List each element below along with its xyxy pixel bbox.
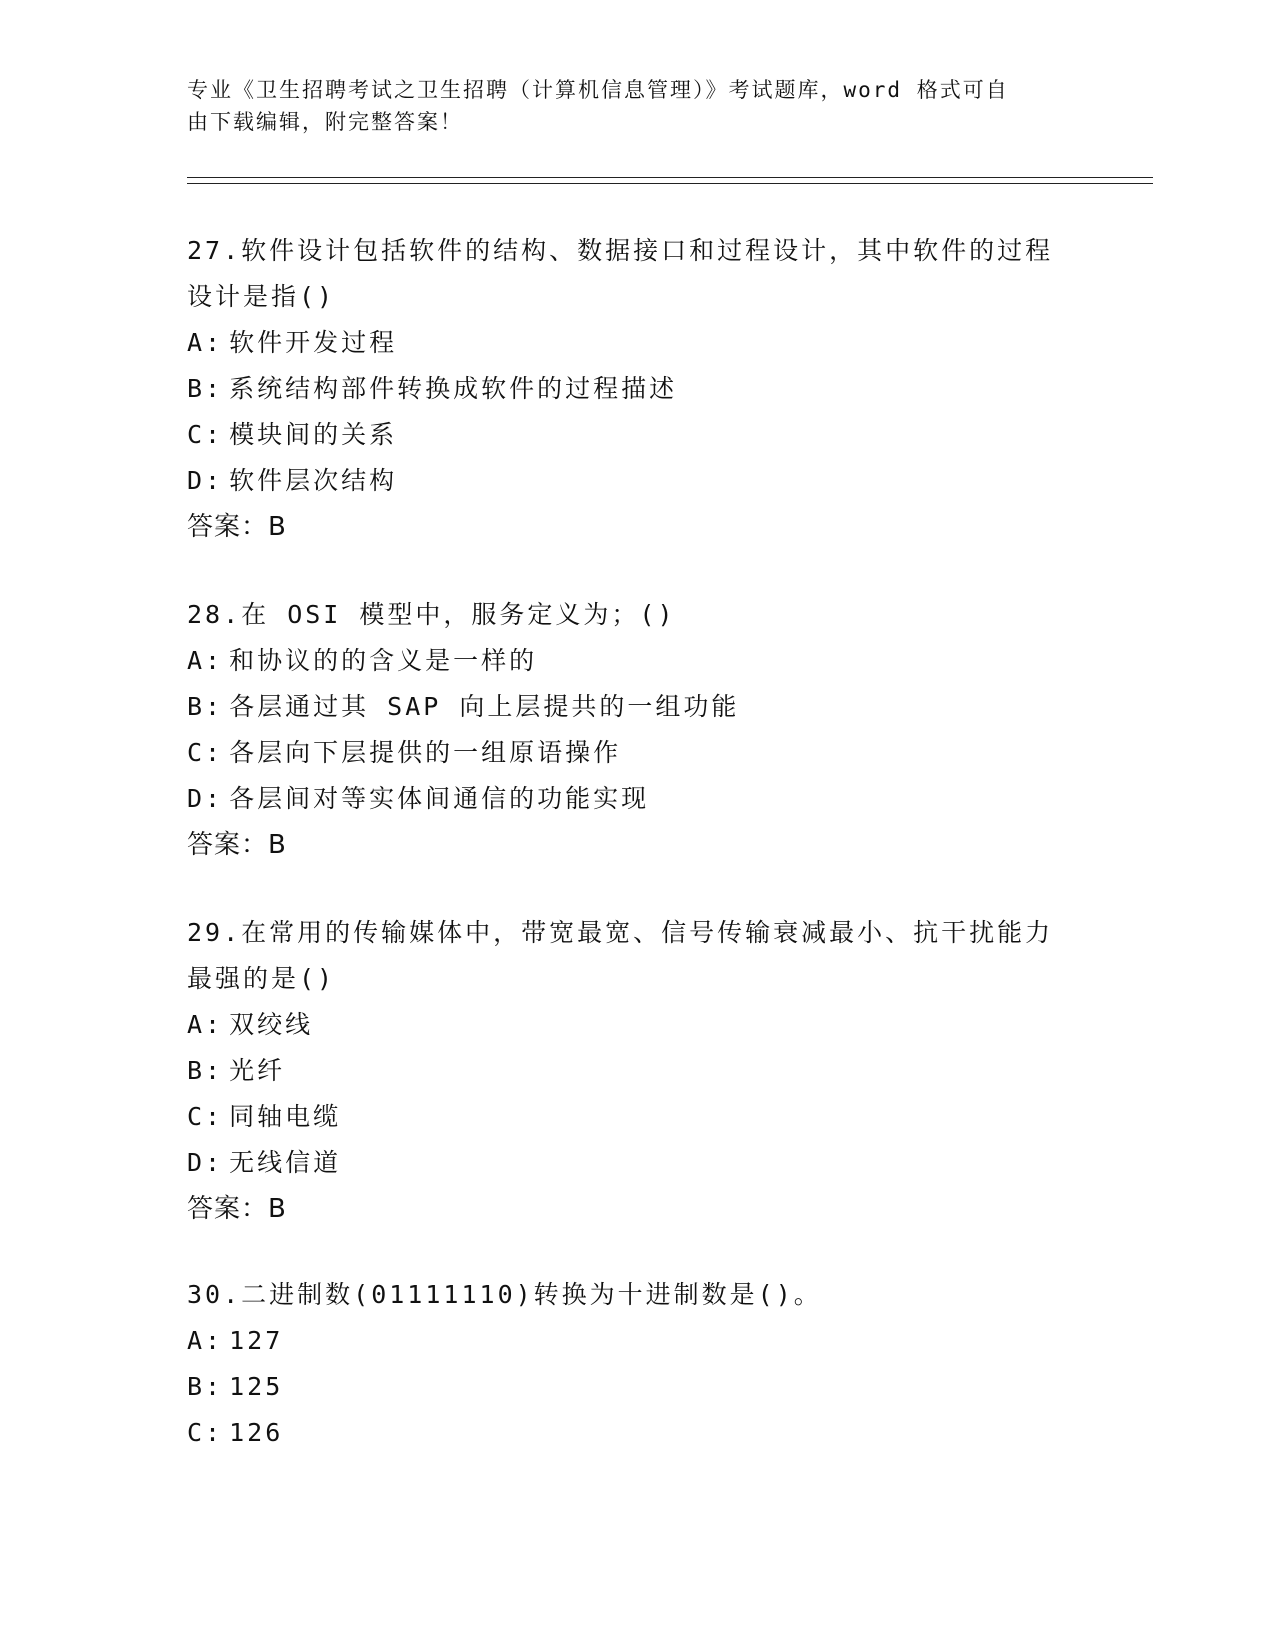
option-text: 126 (229, 1418, 284, 1447)
question-29 (187, 910, 1087, 1232)
option-d (187, 776, 1087, 822)
question-28 (187, 592, 1087, 868)
option-c (187, 730, 1087, 776)
answer-label: 答案：B (187, 512, 287, 542)
option-letter: C: (187, 738, 224, 767)
option-letter: A: (187, 1010, 224, 1039)
answer-label: 答案：B (187, 1194, 287, 1224)
option-letter: B: (187, 374, 224, 403)
question-stem-line-2: 最强的是() (187, 964, 336, 993)
option-b (187, 1048, 1087, 1094)
question-27 (187, 228, 1087, 550)
header-line-2: 由下载编辑，附完整答案！ (187, 110, 463, 134)
option-b (187, 684, 1087, 730)
header-line-1: 专业《卫生招聘考试之卫生招聘（计算机信息管理）》考试题库，word 格式可自 (187, 78, 1009, 102)
option-text: 软件开发过程 (229, 328, 398, 357)
option-c (187, 1410, 1087, 1456)
option-letter: D: (187, 784, 224, 813)
option-text: 无线信道 (229, 1148, 342, 1177)
document-header (187, 74, 1067, 138)
option-letter: C: (187, 1418, 224, 1447)
option-a (187, 320, 1087, 366)
question-stem-line-2: 设计是指() (187, 282, 336, 311)
option-c (187, 1094, 1087, 1140)
option-letter: A: (187, 646, 224, 675)
option-text: 125 (229, 1372, 284, 1401)
option-letter: B: (187, 1056, 224, 1085)
question-30 (187, 1272, 1087, 1456)
option-text: 软件层次结构 (229, 466, 398, 495)
option-text: 双绞线 (229, 1010, 314, 1039)
option-letter: C: (187, 1102, 224, 1131)
option-text: 模块间的关系 (229, 420, 398, 449)
answer-label: 答案：B (187, 830, 287, 860)
option-letter: B: (187, 1372, 224, 1401)
option-d (187, 1140, 1087, 1186)
option-text: 和协议的的含义是一样的 (229, 646, 538, 675)
option-letter: B: (187, 692, 224, 721)
option-text: 127 (229, 1326, 284, 1355)
option-text: 光纤 (229, 1056, 286, 1085)
option-letter: D: (187, 466, 224, 495)
option-letter: A: (187, 328, 224, 357)
header-divider-bottom (187, 183, 1153, 184)
option-letter: D: (187, 1148, 224, 1177)
option-letter: C: (187, 420, 224, 449)
option-text: 各层间对等实体间通信的功能实现 (229, 784, 650, 813)
option-b (187, 366, 1087, 412)
option-letter: A: (187, 1326, 224, 1355)
option-text: 同轴电缆 (229, 1102, 342, 1131)
option-c (187, 412, 1087, 458)
option-text: 各层通过其 SAP 向上层提共的一组功能 (229, 692, 740, 721)
question-stem-line-1: 29.在常用的传输媒体中，带宽最宽、信号传输衰减最小、抗干扰能力 (187, 918, 1054, 947)
question-stem-line-1: 30.二进制数(01111110)转换为十进制数是()。 (187, 1280, 822, 1309)
question-stem-line-1: 28.在 OSI 模型中，服务定义为；() (187, 600, 676, 629)
option-text: 系统结构部件转换成软件的过程描述 (229, 374, 678, 403)
option-a (187, 638, 1087, 684)
option-a (187, 1002, 1087, 1048)
question-stem-line-1: 27.软件设计包括软件的结构、数据接口和过程设计，其中软件的过程 (187, 236, 1054, 265)
option-a (187, 1318, 1087, 1364)
option-d (187, 458, 1087, 504)
header-divider-top (187, 177, 1153, 178)
option-b (187, 1364, 1087, 1410)
option-text: 各层向下层提供的一组原语操作 (229, 738, 622, 767)
